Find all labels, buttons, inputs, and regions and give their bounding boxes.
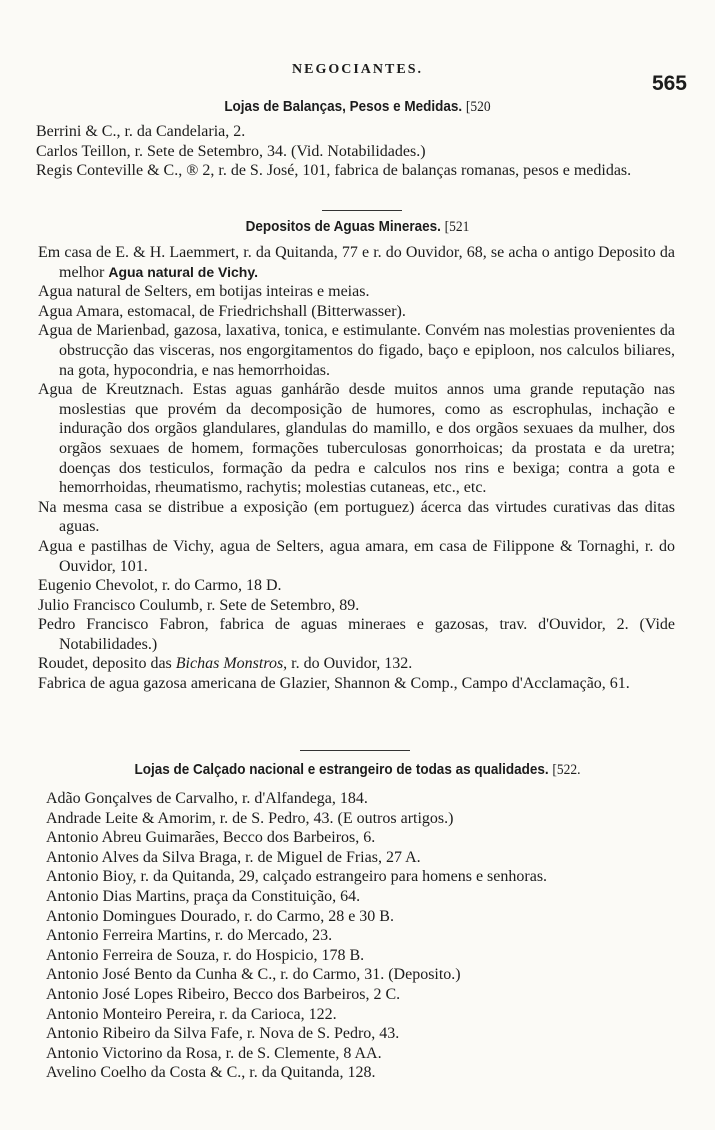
section-divider (300, 750, 410, 751)
list-item: Antonio José Lopes Ribeiro, Becco dos Barbeiros, 2 C. (46, 985, 401, 1003)
list-item: Agua natural de Selters, em botijas inteiras e meias. (38, 283, 370, 301)
list-item: Antonio Ribeiro da Silva Fafe, r. Nova de S. Pedro, 43. (46, 1025, 400, 1043)
section-number: [522. (552, 762, 581, 778)
list-item: Fabrica de agua gazosa americana de Glazier, Shannon & Comp., Campo d'Acclamação, 61. (38, 675, 630, 693)
list-item: Carlos Teillon, r. Sete de Setembro, 34. (Vid. Notabilidades.) (36, 142, 426, 160)
list-item: Agua Amara, estomacal, de Friedrichshall (Bitterwasser). (38, 302, 406, 320)
list-item: Berrini & C., r. da Candelaria, 2. (36, 123, 246, 140)
page-header: NEGOCIANTES. (292, 62, 423, 77)
list-item: Na mesma casa se distribue a exposição (em portuguez) ácerca das virtudes curativas das ditas aguas. (38, 498, 675, 536)
list-item: Antonio Dias Martins, praça da Constituição, 64. (46, 887, 361, 905)
list-item: Antonio Ferreira de Souza, r. do Hospicio, 178 B. (46, 946, 365, 964)
list-item: Antonio Ferreira Martins, r. do Mercado, 23. (46, 927, 333, 945)
list-item: Agua de Marienbad, gazosa, laxativa, tonica, e estimulante. Convém nas molestias provenientes da obstrucção das visceras, nos engorgitamentos do figado, baço e epiploon, nos calculos biliares, na gota, hypocondria, e nas hemorrhoidas. (38, 322, 675, 379)
list-item: Roudet, deposito das Bichas Monstros, r. do Ouvidor, 132. (38, 655, 413, 673)
list-item: Adão Gonçalves de Carvalho, r. d'Alfandega, 184. (46, 790, 368, 807)
list-item: Agua e pastilhas de Vichy, agua de Selters, agua amara, em casa de Filippone & Tornaghi, r. do Ouvidor, 101. (38, 537, 675, 575)
list-item: Antonio Abreu Guimarães, Becco dos Barbeiros, 6. (46, 829, 376, 847)
list-item: Antonio José Bento da Cunha & C., r. do Carmo, 31. (Deposito.) (46, 966, 461, 984)
section-title-balancas (36, 98, 680, 116)
section-number: [520 (465, 99, 491, 115)
list-item: Antonio Victorino da Rosa, r. de S. Clemente, 8 AA. (46, 1044, 382, 1062)
product-name: Bichas Monstros (175, 655, 284, 673)
section-title-text: Depositos de Aguas Mineraes. (245, 218, 441, 235)
list-item: Antonio Domingues Dourado, r. do Carmo, 28 e 30 B. (46, 907, 394, 925)
product-name: Agua natural de Vichy. (108, 263, 258, 280)
section-title-aguas (36, 218, 680, 236)
list-item: Pedro Francisco Fabron, fabrica de aguas mineraes e gazosas, trav. d'Ouvidor, 2. (Vide Notabilidades.) (38, 616, 675, 653)
list-item: Em casa de E. & H. Laemmert, r. da Quitanda, 77 e r. do Ouvidor, 68, se acha o antigo Deposito da melhor Agua natural de Vichy. (38, 244, 675, 281)
list-item: Julio Francisco Coulumb, r. Sete de Setembro, 89. (38, 596, 360, 614)
list-item: Antonio Monteiro Pereira, r. da Carioca, 122. (46, 1005, 337, 1023)
section-title-text: Lojas de Balanças, Pesos e Medidas. (224, 98, 463, 115)
list-item: Eugenio Chevolot, r. do Carmo, 18 D. (38, 577, 282, 595)
page-number: 565 (651, 72, 687, 95)
list-item: Andrade Leite & Amorim, r. de S. Pedro, 43. (E outros artigos.) (46, 809, 454, 827)
list-item: Agua de Kreutznach. Estas aguas ganhárão desde muitos annos uma grande reputação nas moslestias que provém da decomposição de humores, como as escrophulas, inchação e induração dos orgãos glandulares, glandulas do mamillo, e dos orgãos sexuaes da mulher, dos orgãos sexuaes de homem, formações tuberculosas gonorrhoicas; da prostata e da uretra; doenças dos testiculos, formação da pedra e calculos nos rins e bexiga; contra a gota e hemorrhoidas, rheumatismo, rachytis; molestias cutaneas, etc., etc. (38, 381, 675, 497)
list-item: Antonio Bioy, r. da Quitanda, 29, calçado estrangeiro para homens e senhoras. (46, 868, 548, 886)
section-entries-calcado (46, 789, 676, 1083)
section-entries-aguas (38, 243, 675, 694)
section-entries-balancas (36, 122, 676, 181)
section-divider (322, 210, 402, 211)
section-title-text: Lojas de Calçado nacional e estrangeiro de todas as qualidades. (134, 761, 549, 778)
section-title-calcado (36, 761, 680, 779)
list-item: Avelino Coelho da Costa & C., r. da Quitanda, 128. (46, 1064, 376, 1082)
list-item: Antonio Alves da Silva Braga, r. de Miguel de Frias, 27 A. (46, 848, 421, 866)
section-number: [521 (444, 219, 470, 235)
list-item: Regis Conteville & C., ® 2, r. de S. José, 101, fabrica de balanças romanas, pesos e medidas. (36, 162, 632, 180)
